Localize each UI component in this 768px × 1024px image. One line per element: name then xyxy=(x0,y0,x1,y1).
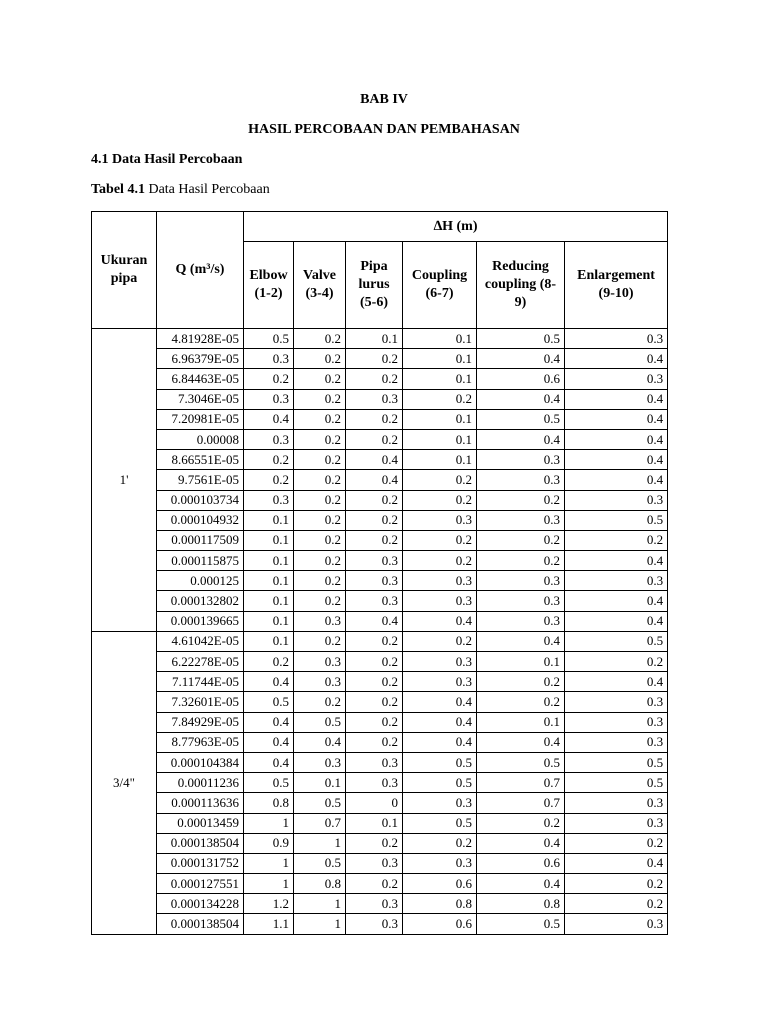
cell-enlargement: 0.3 xyxy=(565,571,668,591)
cell-elbow: 0.4 xyxy=(244,752,294,772)
cell-coupling: 0.1 xyxy=(403,429,477,449)
cell-valve: 0.3 xyxy=(294,611,346,631)
cell-coupling: 0.2 xyxy=(403,470,477,490)
table-row xyxy=(92,450,668,470)
cell-pipa-lurus: 0.2 xyxy=(346,652,403,672)
cell-pipe-size: 1' xyxy=(92,329,157,632)
cell-q: 0.000104384 xyxy=(157,752,244,772)
cell-valve: 0.2 xyxy=(294,551,346,571)
cell-pipa-lurus: 0.1 xyxy=(346,329,403,349)
table-row xyxy=(92,490,668,510)
cell-valve: 0.5 xyxy=(294,853,346,873)
cell-elbow: 0.5 xyxy=(244,773,294,793)
cell-pipa-lurus: 0.2 xyxy=(346,712,403,732)
cell-valve: 0.2 xyxy=(294,349,346,369)
cell-enlargement: 0.3 xyxy=(565,732,668,752)
cell-pipa-lurus: 0.3 xyxy=(346,591,403,611)
table-row xyxy=(92,470,668,490)
cell-q: 0.000104932 xyxy=(157,510,244,530)
table-row xyxy=(92,773,668,793)
table-row xyxy=(92,894,668,914)
table-body xyxy=(92,329,668,935)
table-row xyxy=(92,571,668,591)
cell-coupling: 0.5 xyxy=(403,752,477,772)
cell-elbow: 0.3 xyxy=(244,389,294,409)
header-reducing-coupling: Reducing coupling (8-9) xyxy=(477,242,565,329)
cell-pipa-lurus: 0.2 xyxy=(346,692,403,712)
cell-pipa-lurus: 0.2 xyxy=(346,510,403,530)
cell-reducing-coupling: 0.5 xyxy=(477,914,565,934)
cell-valve: 0.2 xyxy=(294,450,346,470)
cell-coupling: 0.2 xyxy=(403,490,477,510)
cell-q: 6.22278E-05 xyxy=(157,652,244,672)
cell-q: 0.000138504 xyxy=(157,914,244,934)
cell-q: 0.000117509 xyxy=(157,530,244,550)
cell-elbow: 0.1 xyxy=(244,510,294,530)
cell-valve: 0.7 xyxy=(294,813,346,833)
table-row xyxy=(92,329,668,349)
cell-enlargement: 0.4 xyxy=(565,450,668,470)
cell-valve: 1 xyxy=(294,833,346,853)
cell-enlargement: 0.2 xyxy=(565,833,668,853)
cell-reducing-coupling: 0.4 xyxy=(477,349,565,369)
cell-valve: 0.3 xyxy=(294,672,346,692)
cell-enlargement: 0.3 xyxy=(565,490,668,510)
cell-valve: 0.1 xyxy=(294,773,346,793)
cell-valve: 0.3 xyxy=(294,752,346,772)
cell-enlargement: 0.4 xyxy=(565,470,668,490)
cell-enlargement: 0.5 xyxy=(565,752,668,772)
cell-q: 8.77963E-05 xyxy=(157,732,244,752)
cell-enlargement: 0.4 xyxy=(565,672,668,692)
cell-pipa-lurus: 0.3 xyxy=(346,752,403,772)
cell-enlargement: 0.4 xyxy=(565,389,668,409)
cell-valve: 0.8 xyxy=(294,874,346,894)
cell-valve: 0.2 xyxy=(294,591,346,611)
cell-reducing-coupling: 0.7 xyxy=(477,773,565,793)
header-ukuran-pipa: Ukuran pipa xyxy=(92,212,157,329)
cell-pipa-lurus: 0.2 xyxy=(346,874,403,894)
cell-elbow: 0.1 xyxy=(244,631,294,651)
cell-elbow: 1 xyxy=(244,813,294,833)
cell-pipa-lurus: 0.4 xyxy=(346,611,403,631)
cell-pipa-lurus: 0.3 xyxy=(346,894,403,914)
cell-elbow: 0.2 xyxy=(244,470,294,490)
cell-pipa-lurus: 0.2 xyxy=(346,409,403,429)
header-head-loss: ∆H (m) xyxy=(244,212,668,242)
cell-valve: 0.2 xyxy=(294,470,346,490)
table-row xyxy=(92,510,668,530)
table-row xyxy=(92,652,668,672)
table-row xyxy=(92,631,668,651)
table-row xyxy=(92,874,668,894)
cell-pipa-lurus: 0.3 xyxy=(346,914,403,934)
cell-reducing-coupling: 0.5 xyxy=(477,752,565,772)
cell-pipa-lurus: 0 xyxy=(346,793,403,813)
table-row xyxy=(92,752,668,772)
cell-reducing-coupling: 0.4 xyxy=(477,833,565,853)
cell-enlargement: 0.4 xyxy=(565,349,668,369)
table-caption-label: Tabel 4.1 xyxy=(91,182,145,197)
cell-reducing-coupling: 0.2 xyxy=(477,813,565,833)
table-row xyxy=(92,349,668,369)
cell-coupling: 0.3 xyxy=(403,853,477,873)
cell-enlargement: 0.5 xyxy=(565,773,668,793)
table-row xyxy=(92,793,668,813)
cell-coupling: 0.4 xyxy=(403,712,477,732)
cell-valve: 0.2 xyxy=(294,692,346,712)
cell-coupling: 0.2 xyxy=(403,551,477,571)
cell-q: 7.32601E-05 xyxy=(157,692,244,712)
cell-reducing-coupling: 0.3 xyxy=(477,571,565,591)
cell-enlargement: 0.4 xyxy=(565,611,668,631)
cell-valve: 0.2 xyxy=(294,490,346,510)
cell-enlargement: 0.3 xyxy=(565,793,668,813)
table-row xyxy=(92,813,668,833)
chapter-number: BAB IV xyxy=(360,92,408,107)
cell-coupling: 0.3 xyxy=(403,591,477,611)
cell-pipa-lurus: 0.3 xyxy=(346,389,403,409)
table-caption xyxy=(91,182,270,198)
cell-valve: 0.2 xyxy=(294,389,346,409)
cell-q: 7.84929E-05 xyxy=(157,712,244,732)
results-table xyxy=(91,211,668,935)
cell-reducing-coupling: 0.1 xyxy=(477,652,565,672)
table-row xyxy=(92,530,668,550)
cell-enlargement: 0.5 xyxy=(565,510,668,530)
cell-coupling: 0.1 xyxy=(403,409,477,429)
header-valve: Valve (3-4) xyxy=(294,242,346,329)
cell-reducing-coupling: 0.1 xyxy=(477,712,565,732)
cell-reducing-coupling: 0.3 xyxy=(477,450,565,470)
cell-elbow: 0.1 xyxy=(244,611,294,631)
cell-enlargement: 0.3 xyxy=(565,369,668,389)
header-row-top xyxy=(92,212,668,242)
cell-pipa-lurus: 0.2 xyxy=(346,530,403,550)
cell-valve: 0.2 xyxy=(294,631,346,651)
cell-elbow: 0.5 xyxy=(244,329,294,349)
cell-enlargement: 0.3 xyxy=(565,329,668,349)
cell-reducing-coupling: 0.6 xyxy=(477,853,565,873)
section-heading: 4.1 Data Hasil Percobaan xyxy=(91,152,243,167)
cell-pipa-lurus: 0.2 xyxy=(346,349,403,369)
cell-q: 7.20981E-05 xyxy=(157,409,244,429)
cell-pipa-lurus: 0.3 xyxy=(346,571,403,591)
header-coupling: Coupling (6-7) xyxy=(403,242,477,329)
cell-q: 0.000127551 xyxy=(157,874,244,894)
cell-enlargement: 0.3 xyxy=(565,914,668,934)
cell-coupling: 0.5 xyxy=(403,813,477,833)
cell-elbow: 0.1 xyxy=(244,591,294,611)
cell-reducing-coupling: 0.4 xyxy=(477,429,565,449)
cell-coupling: 0.5 xyxy=(403,773,477,793)
cell-valve: 0.2 xyxy=(294,369,346,389)
cell-reducing-coupling: 0.2 xyxy=(477,490,565,510)
cell-elbow: 0.1 xyxy=(244,530,294,550)
cell-reducing-coupling: 0.5 xyxy=(477,409,565,429)
table-row xyxy=(92,551,668,571)
cell-valve: 0.5 xyxy=(294,712,346,732)
cell-elbow: 1 xyxy=(244,874,294,894)
cell-valve: 0.2 xyxy=(294,409,346,429)
cell-pipa-lurus: 0.2 xyxy=(346,631,403,651)
cell-enlargement: 0.2 xyxy=(565,530,668,550)
header-flow-rate: Q (m³/s) xyxy=(157,212,244,329)
cell-q: 0.00008 xyxy=(157,429,244,449)
cell-q: 0.000138504 xyxy=(157,833,244,853)
cell-elbow: 0.4 xyxy=(244,712,294,732)
cell-coupling: 0.1 xyxy=(403,349,477,369)
cell-reducing-coupling: 0.6 xyxy=(477,369,565,389)
cell-reducing-coupling: 0.5 xyxy=(477,329,565,349)
cell-reducing-coupling: 0.4 xyxy=(477,732,565,752)
cell-enlargement: 0.4 xyxy=(565,429,668,449)
cell-coupling: 0.6 xyxy=(403,914,477,934)
cell-coupling: 0.4 xyxy=(403,692,477,712)
cell-reducing-coupling: 0.7 xyxy=(477,793,565,813)
table-row xyxy=(92,672,668,692)
cell-pipa-lurus: 0.3 xyxy=(346,551,403,571)
cell-coupling: 0.2 xyxy=(403,530,477,550)
cell-reducing-coupling: 0.4 xyxy=(477,631,565,651)
cell-elbow: 0.3 xyxy=(244,349,294,369)
cell-reducing-coupling: 0.2 xyxy=(477,551,565,571)
cell-reducing-coupling: 0.2 xyxy=(477,530,565,550)
cell-enlargement: 0.4 xyxy=(565,409,668,429)
cell-pipa-lurus: 0.4 xyxy=(346,470,403,490)
table-row xyxy=(92,853,668,873)
cell-coupling: 0.2 xyxy=(403,631,477,651)
cell-pipa-lurus: 0.1 xyxy=(346,813,403,833)
cell-pipa-lurus: 0.2 xyxy=(346,429,403,449)
cell-elbow: 1.2 xyxy=(244,894,294,914)
cell-coupling: 0.3 xyxy=(403,571,477,591)
cell-q: 0.000134228 xyxy=(157,894,244,914)
cell-q: 0.000103734 xyxy=(157,490,244,510)
cell-reducing-coupling: 0.4 xyxy=(477,389,565,409)
cell-reducing-coupling: 0.2 xyxy=(477,692,565,712)
cell-pipe-size: 3/4" xyxy=(92,631,157,934)
cell-q: 0.000113636 xyxy=(157,793,244,813)
cell-q: 0.000115875 xyxy=(157,551,244,571)
cell-valve: 0.2 xyxy=(294,571,346,591)
table-row xyxy=(92,692,668,712)
cell-reducing-coupling: 0.4 xyxy=(477,874,565,894)
cell-q: 8.66551E-05 xyxy=(157,450,244,470)
cell-reducing-coupling: 0.3 xyxy=(477,510,565,530)
cell-enlargement: 0.4 xyxy=(565,591,668,611)
table-row xyxy=(92,389,668,409)
cell-elbow: 0.5 xyxy=(244,692,294,712)
cell-pipa-lurus: 0.2 xyxy=(346,490,403,510)
cell-enlargement: 0.3 xyxy=(565,692,668,712)
cell-coupling: 0.4 xyxy=(403,732,477,752)
cell-q: 0.000125 xyxy=(157,571,244,591)
table-row xyxy=(92,611,668,631)
cell-valve: 0.2 xyxy=(294,530,346,550)
table-row xyxy=(92,409,668,429)
table-row xyxy=(92,732,668,752)
cell-elbow: 0.3 xyxy=(244,429,294,449)
header-pipa-lurus: Pipa lurus (5-6) xyxy=(346,242,403,329)
cell-elbow: 0.9 xyxy=(244,833,294,853)
cell-q: 0.000132802 xyxy=(157,591,244,611)
cell-q: 0.000139665 xyxy=(157,611,244,631)
header-elbow: Elbow (1-2) xyxy=(244,242,294,329)
cell-coupling: 0.8 xyxy=(403,894,477,914)
cell-coupling: 0.3 xyxy=(403,672,477,692)
cell-coupling: 0.2 xyxy=(403,389,477,409)
cell-coupling: 0.2 xyxy=(403,833,477,853)
cell-enlargement: 0.2 xyxy=(565,874,668,894)
cell-q: 4.61042E-05 xyxy=(157,631,244,651)
cell-reducing-coupling: 0.3 xyxy=(477,591,565,611)
table-caption-text: Data Hasil Percobaan xyxy=(144,182,270,197)
cell-reducing-coupling: 0.3 xyxy=(477,611,565,631)
cell-elbow: 1.1 xyxy=(244,914,294,934)
cell-pipa-lurus: 0.2 xyxy=(346,833,403,853)
cell-q: 4.81928E-05 xyxy=(157,329,244,349)
cell-enlargement: 0.2 xyxy=(565,652,668,672)
cell-coupling: 0.3 xyxy=(403,510,477,530)
cell-reducing-coupling: 0.8 xyxy=(477,894,565,914)
cell-coupling: 0.1 xyxy=(403,369,477,389)
cell-valve: 0.5 xyxy=(294,793,346,813)
cell-pipa-lurus: 0.4 xyxy=(346,450,403,470)
cell-coupling: 0.3 xyxy=(403,652,477,672)
cell-valve: 0.4 xyxy=(294,732,346,752)
cell-elbow: 0.1 xyxy=(244,571,294,591)
cell-valve: 0.2 xyxy=(294,429,346,449)
cell-enlargement: 0.3 xyxy=(565,712,668,732)
cell-coupling: 0.3 xyxy=(403,793,477,813)
cell-coupling: 0.4 xyxy=(403,611,477,631)
table-row xyxy=(92,429,668,449)
cell-enlargement: 0.4 xyxy=(565,853,668,873)
cell-enlargement: 0.3 xyxy=(565,813,668,833)
cell-coupling: 0.1 xyxy=(403,450,477,470)
cell-elbow: 0.2 xyxy=(244,450,294,470)
cell-elbow: 0.3 xyxy=(244,490,294,510)
cell-pipa-lurus: 0.2 xyxy=(346,369,403,389)
table-row xyxy=(92,914,668,934)
cell-reducing-coupling: 0.2 xyxy=(477,672,565,692)
cell-q: 0.00011236 xyxy=(157,773,244,793)
table-row xyxy=(92,369,668,389)
cell-q: 6.84463E-05 xyxy=(157,369,244,389)
header-enlargement: Enlargement (9-10) xyxy=(565,242,668,329)
cell-elbow: 0.4 xyxy=(244,732,294,752)
chapter-title: HASIL PERCOBAAN DAN PEMBAHASAN xyxy=(248,122,520,137)
cell-valve: 0.2 xyxy=(294,329,346,349)
cell-coupling: 0.6 xyxy=(403,874,477,894)
cell-elbow: 0.1 xyxy=(244,551,294,571)
cell-valve: 1 xyxy=(294,914,346,934)
cell-enlargement: 0.4 xyxy=(565,551,668,571)
cell-reducing-coupling: 0.3 xyxy=(477,470,565,490)
cell-valve: 0.3 xyxy=(294,652,346,672)
cell-elbow: 0.2 xyxy=(244,652,294,672)
cell-q: 7.11744E-05 xyxy=(157,672,244,692)
table-row xyxy=(92,712,668,732)
cell-q: 7.3046E-05 xyxy=(157,389,244,409)
cell-pipa-lurus: 0.2 xyxy=(346,732,403,752)
cell-valve: 0.2 xyxy=(294,510,346,530)
cell-q: 0.000131752 xyxy=(157,853,244,873)
cell-valve: 1 xyxy=(294,894,346,914)
cell-coupling: 0.1 xyxy=(403,329,477,349)
cell-elbow: 0.4 xyxy=(244,672,294,692)
cell-enlargement: 0.2 xyxy=(565,894,668,914)
cell-elbow: 1 xyxy=(244,853,294,873)
cell-q: 9.7561E-05 xyxy=(157,470,244,490)
table-row xyxy=(92,591,668,611)
cell-elbow: 0.8 xyxy=(244,793,294,813)
cell-enlargement: 0.5 xyxy=(565,631,668,651)
cell-pipa-lurus: 0.2 xyxy=(346,672,403,692)
cell-q: 6.96379E-05 xyxy=(157,349,244,369)
cell-pipa-lurus: 0.3 xyxy=(346,853,403,873)
table-row xyxy=(92,833,668,853)
cell-q: 0.00013459 xyxy=(157,813,244,833)
cell-pipa-lurus: 0.3 xyxy=(346,773,403,793)
cell-elbow: 0.4 xyxy=(244,409,294,429)
cell-elbow: 0.2 xyxy=(244,369,294,389)
